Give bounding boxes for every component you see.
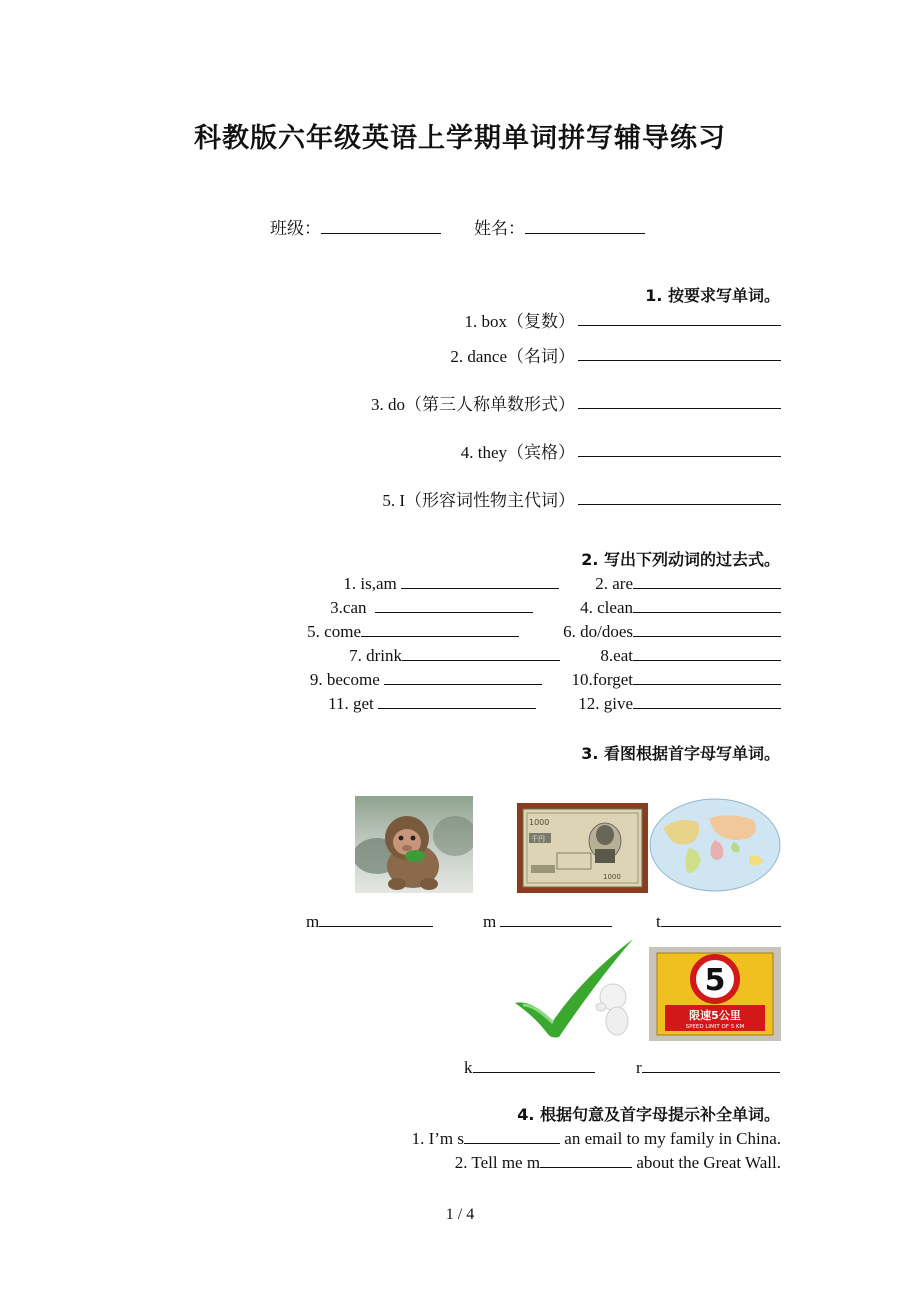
section1-heading: 1. 按要求写单词。 — [645, 286, 780, 305]
money-picture — [517, 803, 648, 893]
s3-row2-1 — [464, 1056, 595, 1078]
s1-item-4-label: 4. they（宾格） — [460, 443, 575, 462]
s4-item-1-blank[interactable] — [464, 1127, 560, 1144]
s2-left-1-label: 1. is,am — [343, 574, 397, 593]
s3-row1-3-blank[interactable] — [661, 910, 781, 927]
monkey-picture — [355, 796, 473, 893]
s3-row1-1-blank[interactable] — [319, 910, 433, 927]
s2-left-5-label: 9. become — [309, 670, 380, 689]
s1-item-5-blank[interactable] — [578, 488, 781, 505]
s2-left-3-blank[interactable] — [361, 620, 519, 637]
s2-left-1 — [343, 572, 559, 594]
s4-item-2-pre: 2. Tell me m — [454, 1153, 541, 1172]
s2-left-4 — [349, 644, 560, 666]
s2-left-6-label: 11. get — [328, 694, 374, 713]
s4-item-1-post: an email to my family in China. — [560, 1129, 781, 1148]
class-label: 班级： — [270, 219, 321, 239]
s2-right-4-label: 8.eat — [600, 646, 633, 665]
s2-right-5-label: 10.forget — [571, 670, 633, 689]
s1-item-5-label: 5. I（形容词性物主代词） — [382, 491, 575, 510]
s2-right-1-blank[interactable] — [633, 572, 781, 589]
s2-left-5-blank[interactable] — [384, 668, 542, 685]
name-label: 姓名： — [474, 219, 525, 239]
banknote-icon — [517, 803, 648, 893]
s3-row2-1-letter: k — [464, 1058, 473, 1077]
s4-item-1 — [412, 1127, 781, 1149]
s2-right-2-label: 4. clean — [580, 598, 633, 617]
s3-row1-1 — [306, 910, 433, 932]
speed-limit-sign-icon — [649, 947, 781, 1041]
s2-right-4-blank[interactable] — [633, 644, 781, 661]
s2-left-1-blank[interactable] — [401, 572, 559, 589]
s3-row1-3 — [656, 910, 781, 932]
s2-right-3 — [563, 620, 781, 642]
name-blank[interactable] — [525, 217, 645, 234]
s2-left-2-label: 3.can — [330, 598, 367, 617]
sign-text-en: SPEED LIMIT OF 5 KM — [685, 1024, 745, 1030]
sign-number: 5 — [704, 963, 726, 998]
s2-right-1 — [595, 572, 781, 594]
s2-left-2 — [330, 596, 533, 618]
section3-heading: 3. 看图根据首字母写单词。 — [581, 744, 780, 763]
s3-row2-2-letter: r — [636, 1058, 642, 1077]
s1-item-1-label: 1. box（复数） — [464, 312, 575, 331]
s2-right-6-blank[interactable] — [633, 692, 781, 709]
s2-right-3-blank[interactable] — [633, 620, 781, 637]
s1-item-2-label: 2. dance（名词） — [450, 347, 575, 366]
s3-row1-2 — [483, 910, 612, 932]
s3-row2-2 — [636, 1056, 780, 1078]
check-picture — [513, 937, 635, 1041]
s4-item-1-pre: 1. I’m s — [411, 1129, 465, 1148]
page-title: 科教版六年级英语上学期单词拼写辅导练习 — [194, 123, 726, 154]
s3-row2-2-blank[interactable] — [642, 1056, 780, 1073]
check-mark-icon — [513, 937, 635, 1041]
s2-right-6 — [578, 692, 781, 714]
s2-right-6-label: 12. give — [578, 694, 633, 713]
s2-left-3-label: 5. come — [307, 622, 361, 641]
world-map-icon — [649, 798, 781, 893]
class-blank[interactable] — [321, 217, 441, 234]
s2-right-3-label: 6. do/does — [563, 622, 633, 641]
svg-text:千円: 千円 — [531, 835, 545, 843]
s2-left-2-blank[interactable] — [375, 596, 533, 613]
s1-item-1-blank[interactable] — [578, 309, 781, 326]
s2-right-5 — [571, 668, 781, 690]
s3-row1-2-blank[interactable] — [500, 910, 612, 927]
s4-item-2-post: about the Great Wall. — [632, 1153, 781, 1172]
s2-left-6 — [328, 692, 536, 714]
s1-item-2-blank[interactable] — [578, 344, 781, 361]
name-field — [474, 214, 645, 239]
s3-row1-3-letter: t — [656, 912, 661, 931]
sign-text-cn: 限速5公里 — [689, 1009, 741, 1022]
sign-picture — [649, 947, 781, 1041]
s2-left-4-blank[interactable] — [402, 644, 560, 661]
section2-heading: 2. 写出下列动词的过去式。 — [581, 550, 780, 569]
s4-item-2 — [455, 1151, 781, 1173]
s3-row2-1-blank[interactable] — [473, 1056, 595, 1073]
s2-left-4-label: 7. drink — [349, 646, 402, 665]
s2-right-1-label: 2. are — [595, 574, 633, 593]
page-number: 1 / 4 — [445, 1206, 475, 1223]
s3-row1-2-letter: m — [483, 912, 497, 931]
s4-item-2-blank[interactable] — [540, 1151, 632, 1168]
svg-text:1000: 1000 — [603, 873, 621, 881]
s2-left-3 — [307, 620, 519, 642]
monkey-icon — [355, 796, 473, 893]
svg-text:1000: 1000 — [529, 818, 550, 827]
class-field — [270, 214, 441, 239]
s1-item-3-blank[interactable] — [578, 392, 781, 409]
s2-left-5 — [310, 668, 542, 690]
s1-item-3-label: 3. do（第三人称单数形式） — [371, 395, 575, 414]
s2-right-2-blank[interactable] — [633, 596, 781, 613]
map-picture — [649, 798, 781, 893]
section4-heading: 4. 根据句意及首字母提示补全单词。 — [517, 1105, 780, 1124]
s2-right-5-blank[interactable] — [633, 668, 781, 685]
s3-row1-1-letter: m — [306, 912, 320, 931]
s2-left-6-blank[interactable] — [378, 692, 536, 709]
s2-right-2 — [580, 596, 781, 618]
s2-right-4 — [600, 644, 781, 666]
s1-item-4-blank[interactable] — [578, 440, 781, 457]
